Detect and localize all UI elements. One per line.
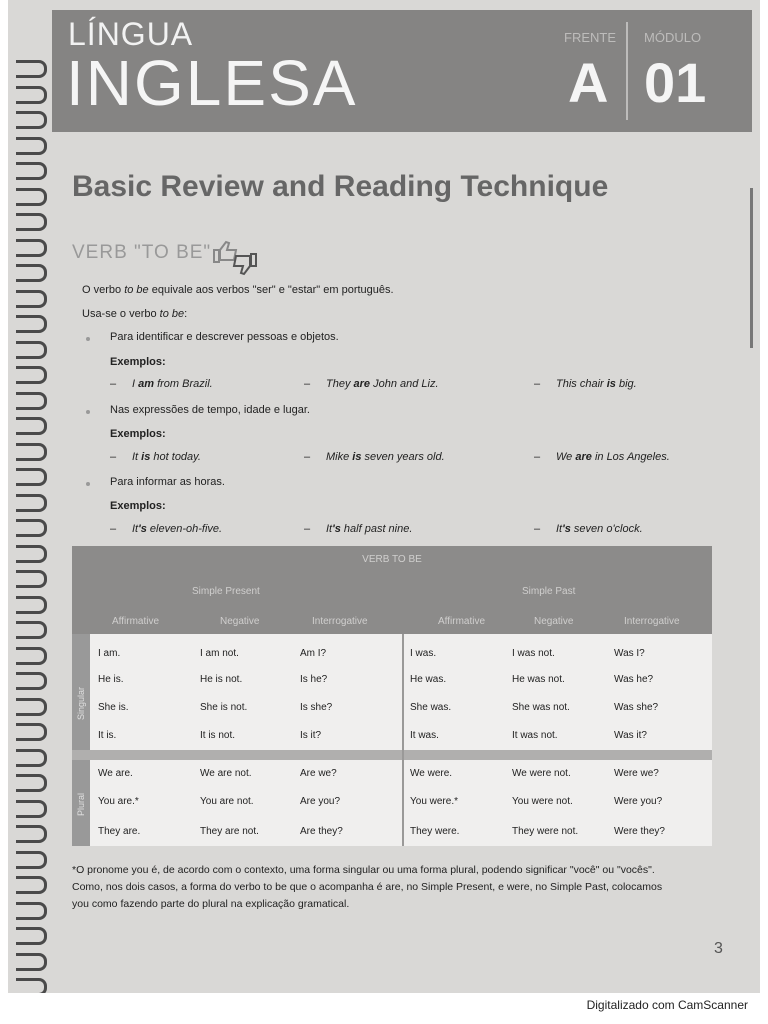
table-cell: Is it? bbox=[300, 730, 322, 741]
table-cell: Are you? bbox=[300, 796, 341, 807]
binding-ring bbox=[16, 239, 47, 257]
col-header: Negative bbox=[534, 616, 574, 627]
scanner-credit: Digitalizado com CamScanner bbox=[586, 998, 748, 1012]
dash: – bbox=[110, 451, 117, 463]
binding-ring bbox=[16, 290, 47, 308]
binding-ring bbox=[16, 953, 47, 971]
binding-ring bbox=[16, 264, 47, 282]
table-cell: She is not. bbox=[200, 702, 248, 713]
footnote-line-3: you como fazendo parte do plural na explicação gramatical. bbox=[72, 898, 350, 910]
example-3-2: It's half past nine. bbox=[326, 523, 413, 535]
binding-ring bbox=[16, 341, 47, 359]
table-cell: Are we? bbox=[300, 768, 337, 779]
binding-ring bbox=[16, 443, 47, 461]
binding-ring bbox=[16, 647, 47, 665]
col-header: Interrogative bbox=[624, 616, 680, 627]
binding-ring bbox=[16, 519, 47, 537]
binding-ring bbox=[16, 417, 47, 435]
table-cell: Is he? bbox=[300, 674, 328, 685]
table-cell: You are.* bbox=[98, 796, 139, 807]
binding-ring bbox=[16, 162, 47, 180]
binding-ring bbox=[16, 698, 47, 716]
footnote-line-1: *O pronome you é, de acordo com o contexto, uma forma singular ou uma forma plural, podendo significar "você" ou "vocês". bbox=[72, 864, 655, 876]
table-cell: You are not. bbox=[200, 796, 254, 807]
col-header: Interrogative bbox=[312, 616, 368, 627]
use-3-text: Para informar as horas. bbox=[110, 476, 225, 488]
table-cell: They are not. bbox=[200, 826, 259, 837]
table-cell: It is. bbox=[98, 730, 117, 741]
table-cell: Are they? bbox=[300, 826, 343, 837]
binding-ring bbox=[16, 366, 47, 384]
dash: – bbox=[534, 378, 541, 390]
side-label-plural: Plural bbox=[76, 792, 86, 816]
binding-ring bbox=[16, 723, 47, 741]
intro-line-1: O verbo to be equivale aos verbos "ser" e "estar" em português. bbox=[82, 284, 394, 296]
table-cell: Were we? bbox=[614, 768, 659, 779]
modulo-label: MÓDULO bbox=[644, 30, 702, 45]
frente-label: FRENTE bbox=[564, 30, 616, 45]
examples-label: Exemplos: bbox=[110, 500, 166, 512]
binding-ring bbox=[16, 851, 47, 869]
binding-ring bbox=[16, 749, 47, 767]
dash: – bbox=[534, 523, 541, 535]
binding-ring bbox=[16, 570, 47, 588]
table-cell: I am. bbox=[98, 648, 121, 659]
table-group-divider bbox=[72, 750, 712, 760]
dash: – bbox=[304, 378, 311, 390]
table-cell: It was not. bbox=[512, 730, 558, 741]
book-page bbox=[8, 0, 760, 993]
page-title: Basic Review and Reading Technique bbox=[72, 170, 609, 203]
use-2-text: Nas expressões de tempo, idade e lugar. bbox=[110, 404, 310, 416]
binding-ring bbox=[16, 876, 47, 894]
binding-ring bbox=[16, 902, 47, 920]
table-column-divider bbox=[402, 634, 404, 846]
table-cell: Were you? bbox=[614, 796, 663, 807]
table-cell: You were.* bbox=[410, 796, 458, 807]
page-number: 3 bbox=[714, 940, 723, 957]
example-3-3: It's seven o'clock. bbox=[556, 523, 643, 535]
binding-ring bbox=[16, 60, 47, 78]
binding-ring bbox=[16, 392, 47, 410]
section-title: VERB "TO BE" bbox=[72, 242, 212, 263]
example-1-1: I am from Brazil. bbox=[132, 378, 213, 390]
bullet bbox=[86, 410, 90, 414]
subject-big: INGLESA bbox=[66, 47, 358, 119]
col-header: Affirmative bbox=[438, 616, 486, 627]
table-cell: I was not. bbox=[512, 648, 555, 659]
binding-ring bbox=[16, 315, 47, 333]
example-3-1: It's eleven-oh-five. bbox=[132, 523, 223, 535]
table-cell: Was it? bbox=[614, 730, 647, 741]
binding-ring bbox=[16, 774, 47, 792]
table-title: VERB TO BE bbox=[362, 554, 422, 565]
col-header: Negative bbox=[220, 616, 260, 627]
binding-ring bbox=[16, 213, 47, 231]
side-label-singular: Singular bbox=[76, 686, 86, 720]
table-cell: Am I? bbox=[300, 648, 327, 659]
table-cell: He was. bbox=[410, 674, 447, 685]
table-cell: They were not. bbox=[512, 826, 579, 837]
binding-ring bbox=[16, 596, 47, 614]
example-2-1: It is hot today. bbox=[132, 451, 201, 463]
table-cell: She was. bbox=[410, 702, 452, 713]
dash: – bbox=[304, 523, 311, 535]
table-cell: Was I? bbox=[614, 648, 645, 659]
use-1-text: Para identificar e descrever pessoas e objetos. bbox=[110, 331, 339, 343]
binding-ring bbox=[16, 111, 47, 129]
frente-value: A bbox=[568, 51, 609, 114]
table-cell: She was not. bbox=[512, 702, 570, 713]
binding-ring bbox=[16, 86, 47, 104]
example-1-2: They are John and Liz. bbox=[326, 378, 439, 390]
table-cell: I am not. bbox=[200, 648, 239, 659]
table-cell: I was. bbox=[410, 648, 437, 659]
binding-ring bbox=[16, 137, 47, 155]
binding-ring bbox=[16, 672, 47, 690]
intro-line-2: Usa-se o verbo to be: bbox=[82, 308, 188, 320]
dash: – bbox=[534, 451, 541, 463]
table-cell: We are not. bbox=[200, 768, 252, 779]
binding-ring bbox=[16, 800, 47, 818]
binding-ring bbox=[16, 494, 47, 512]
table-cell: It was. bbox=[410, 730, 439, 741]
dash: – bbox=[110, 523, 117, 535]
bullet bbox=[86, 482, 90, 486]
binding-ring bbox=[16, 621, 47, 639]
table-cell: We were. bbox=[410, 768, 453, 779]
example-2-3: We are in Los Angeles. bbox=[556, 451, 670, 463]
table-cell: She is. bbox=[98, 702, 129, 713]
binding-ring bbox=[16, 825, 47, 843]
table-cell: It is not. bbox=[200, 730, 236, 741]
spiral-binding bbox=[8, 0, 48, 993]
binding-ring bbox=[16, 545, 47, 563]
subject-small: LÍNGUA bbox=[68, 16, 194, 52]
table-cell: Is she? bbox=[300, 702, 333, 713]
examples-label: Exemplos: bbox=[110, 428, 166, 440]
table-cell: He is not. bbox=[200, 674, 243, 685]
table-cell: Was she? bbox=[614, 702, 659, 713]
group-simple-past: Simple Past bbox=[522, 586, 576, 597]
dash: – bbox=[110, 378, 117, 390]
group-simple-present: Simple Present bbox=[192, 586, 260, 597]
table-cell: We were not. bbox=[512, 768, 571, 779]
example-2-2: Mike is seven years old. bbox=[326, 451, 445, 463]
table-cell: He was not. bbox=[512, 674, 565, 685]
binding-ring bbox=[16, 927, 47, 945]
bullet bbox=[86, 337, 90, 341]
thumbs-up-down-icon bbox=[212, 240, 258, 276]
binding-ring bbox=[16, 188, 47, 206]
dash: – bbox=[304, 451, 311, 463]
binding-ring bbox=[16, 978, 47, 993]
table-cell: We are. bbox=[98, 768, 133, 779]
footnote-line-2: Como, nos dois casos, a forma do verbo to be que o acompanha é are, no Simple Present, e were, no Simple Past, colocamos bbox=[72, 881, 663, 893]
binding-ring bbox=[16, 468, 47, 486]
col-header: Affirmative bbox=[112, 616, 160, 627]
examples-label: Exemplos: bbox=[110, 356, 166, 368]
table-cell: Were they? bbox=[614, 826, 665, 837]
modulo-value: 01 bbox=[644, 51, 707, 114]
table-cell: You were not. bbox=[512, 796, 573, 807]
table-cell: They were. bbox=[410, 826, 460, 837]
table-cell: They are. bbox=[98, 826, 141, 837]
page-edge-mark bbox=[750, 188, 753, 348]
example-1-3: This chair is big. bbox=[556, 378, 637, 390]
table-cell: Was he? bbox=[614, 674, 654, 685]
table-cell: He is. bbox=[98, 674, 124, 685]
verb-to-be-table bbox=[72, 546, 712, 846]
